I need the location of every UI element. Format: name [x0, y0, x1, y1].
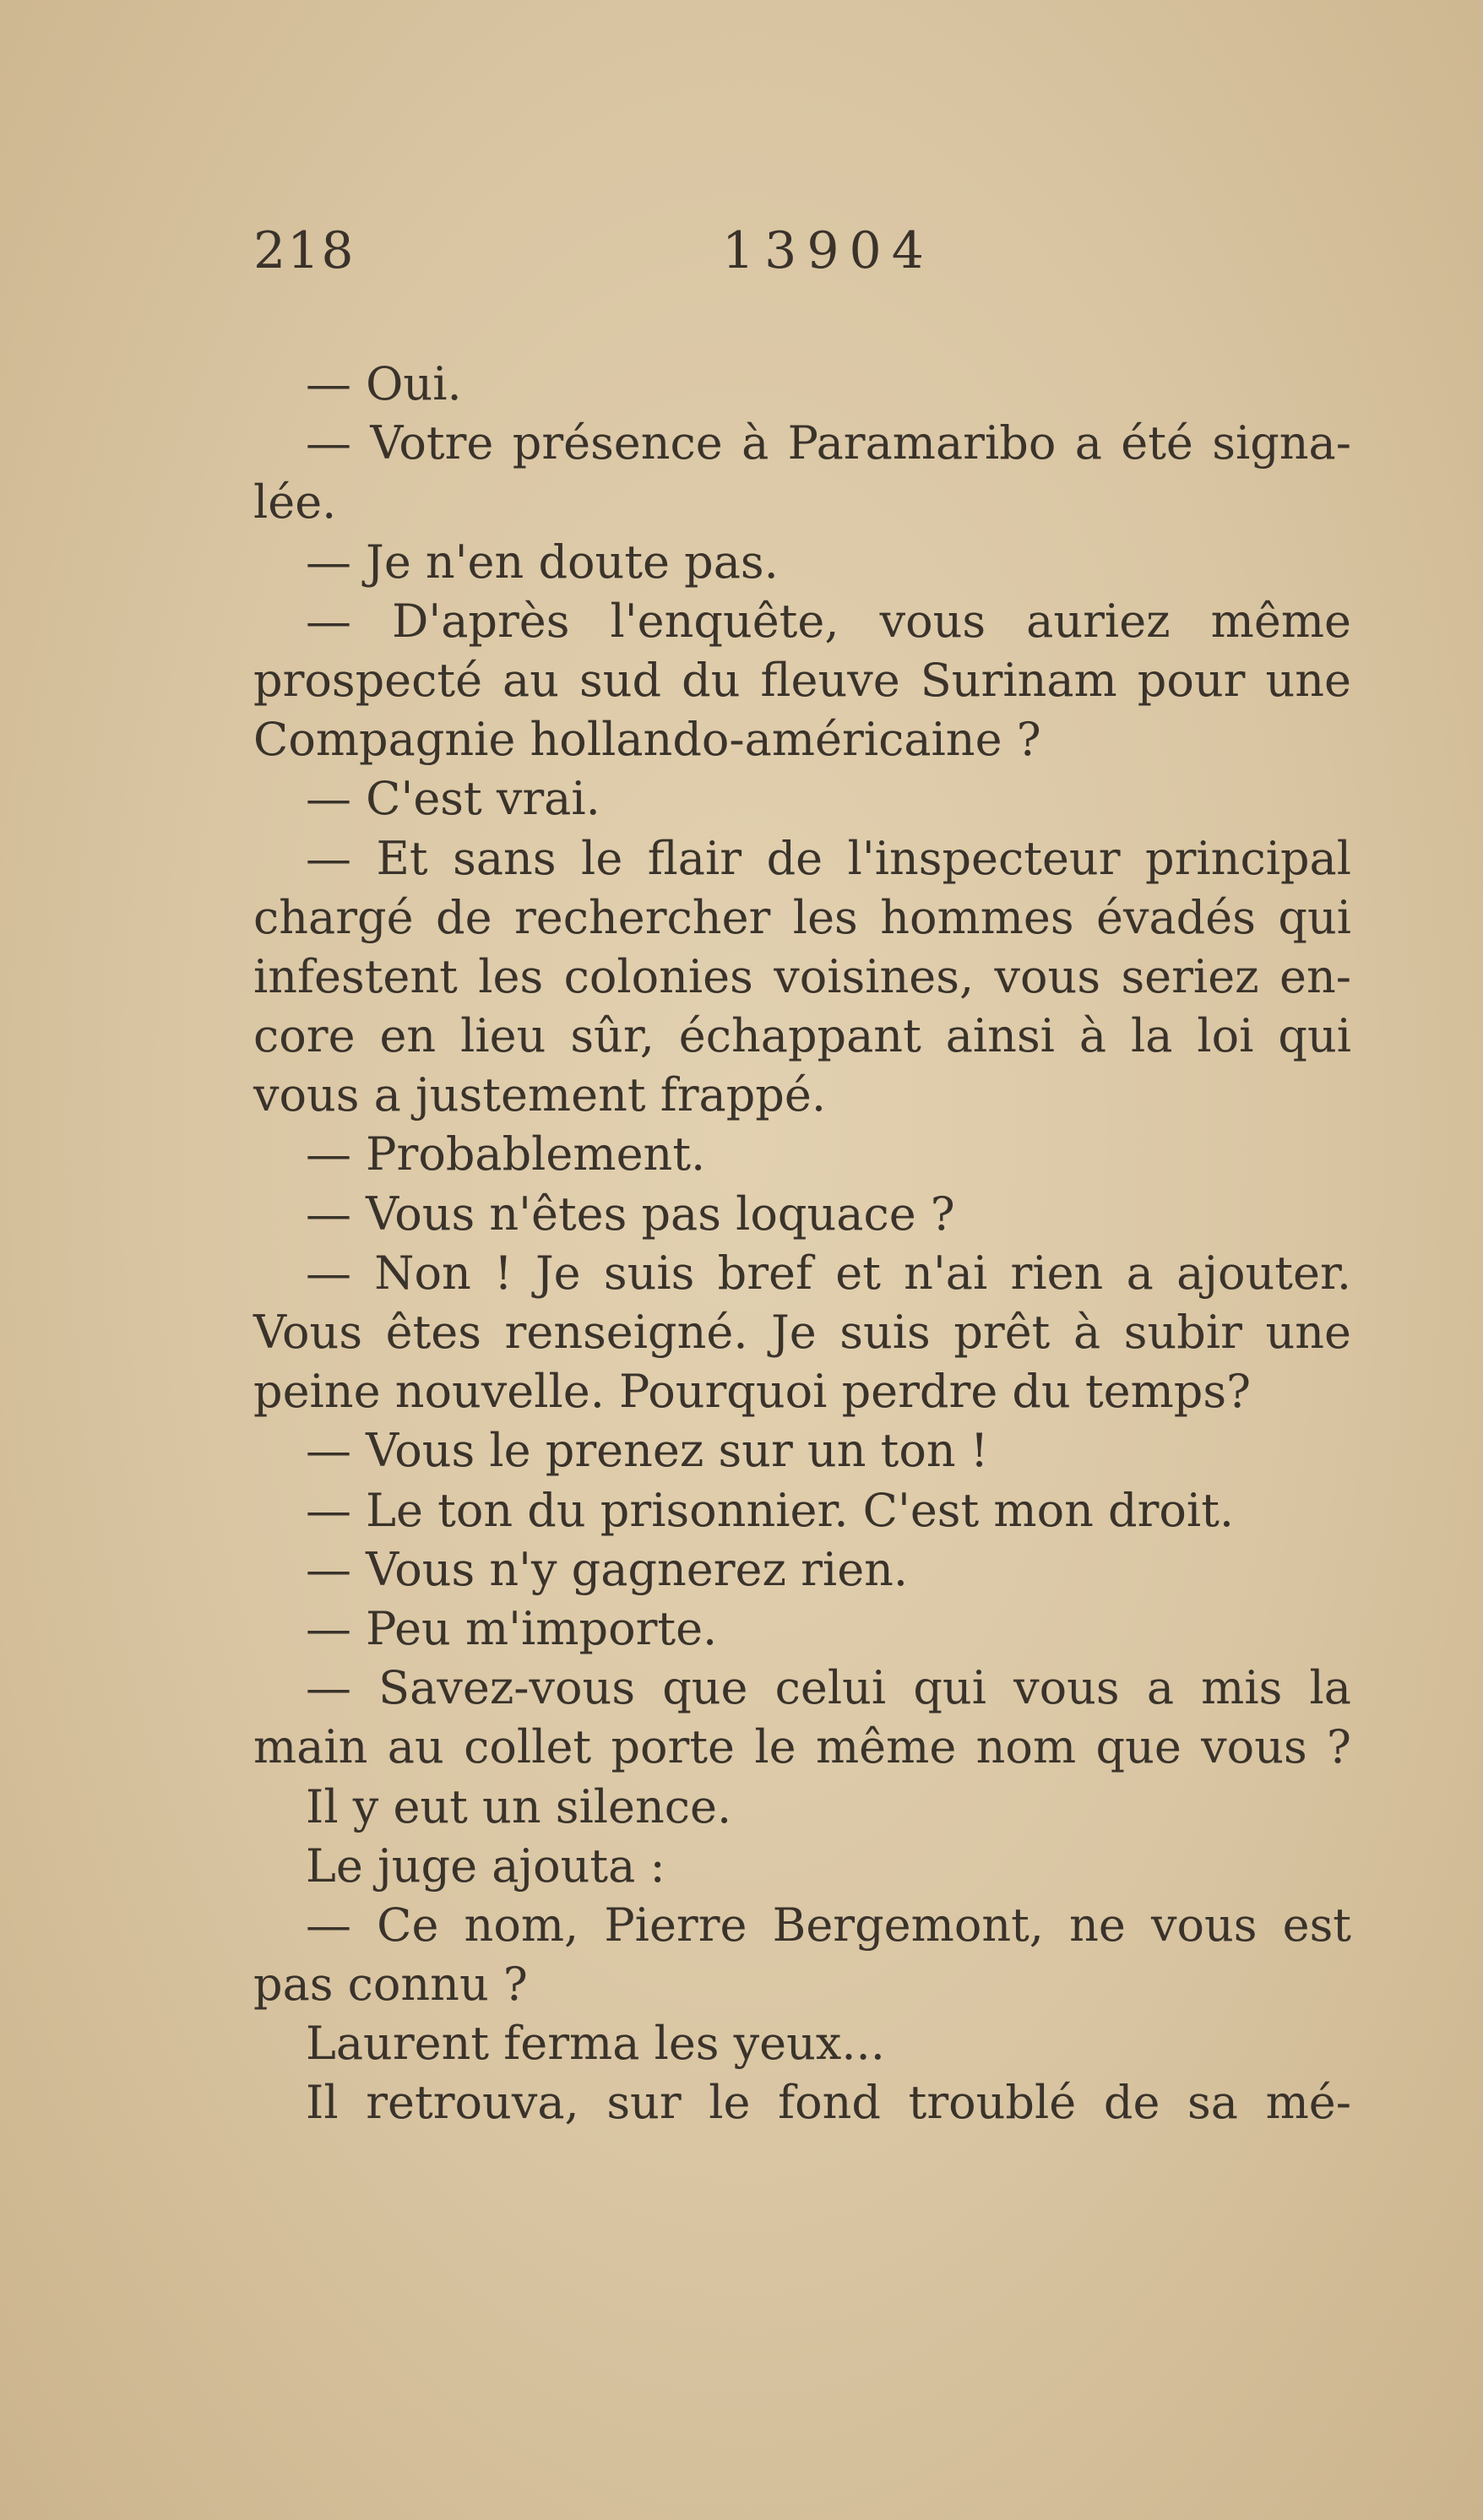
- text-line: peine nouvelle. Pourquoi perdre du temps?: [253, 1365, 1252, 1419]
- page-header: [253, 221, 1233, 289]
- text-line: core en lieu sûr, échappant ainsi à la loi qui: [253, 1009, 1351, 1063]
- text-line: — Non ! Je suis bref et n'ai rien a ajouter.: [306, 1246, 1351, 1300]
- text-line: Le juge ajouta :: [306, 1838, 665, 1893]
- text-line: chargé de rechercher les hommes évadés qui: [253, 890, 1351, 944]
- text-line: — D'après l'enquête, vous auriez même: [306, 594, 1351, 648]
- text-line: vous a justement frappé.: [253, 1068, 826, 1122]
- text-line: — Le ton du prisonnier. C'est mon droit.: [306, 1483, 1235, 1537]
- text-line: — Oui.: [306, 357, 462, 410]
- text-line: infestent les colonies voisines, vous seriez en-: [253, 949, 1351, 1003]
- page-number: 218: [253, 221, 356, 280]
- text-line: Vous êtes renseigné. Je suis prêt à subir une: [253, 1306, 1351, 1359]
- text-line: prospecté au sud du fleuve Surinam pour une: [253, 653, 1351, 707]
- text-line: — Et sans le flair de l'inspecteur principal: [306, 831, 1351, 885]
- text-line: — Vous n'y gagnerez rien.: [306, 1542, 909, 1596]
- body-text: [253, 355, 1351, 2133]
- text-line: — C'est vrai.: [306, 772, 600, 826]
- running-title: 13904: [722, 221, 934, 280]
- text-line: pas connu ?: [253, 1958, 528, 2012]
- text-line: lée.: [253, 475, 337, 530]
- text-line: — Votre présence à Paramaribo a été signa-: [306, 416, 1351, 470]
- text-line: — Je n'en doute pas.: [306, 535, 779, 589]
- text-line: — Probablement.: [306, 1127, 706, 1181]
- text-line: Il retrouva, sur le fond troublé de sa mé-: [306, 2076, 1351, 2130]
- text-line: — Ce nom, Pierre Bergemont, ne vous est: [306, 1898, 1351, 1952]
- text-line: Laurent ferma les yeux...: [306, 2017, 885, 2071]
- text-line: Compagnie hollando-américaine ?: [253, 713, 1041, 767]
- text-line: — Peu m'importe.: [306, 1601, 718, 1655]
- text-line: — Vous n'êtes pas loquace ?: [306, 1187, 955, 1241]
- text-line: — Savez-vous que celui qui vous a mis la: [306, 1661, 1351, 1715]
- text-line: — Vous le prenez sur un ton !: [306, 1424, 989, 1478]
- text-line: main au collet porte le même nom que vous ?: [253, 1720, 1351, 1774]
- text-line: Il y eut un silence.: [306, 1779, 732, 1833]
